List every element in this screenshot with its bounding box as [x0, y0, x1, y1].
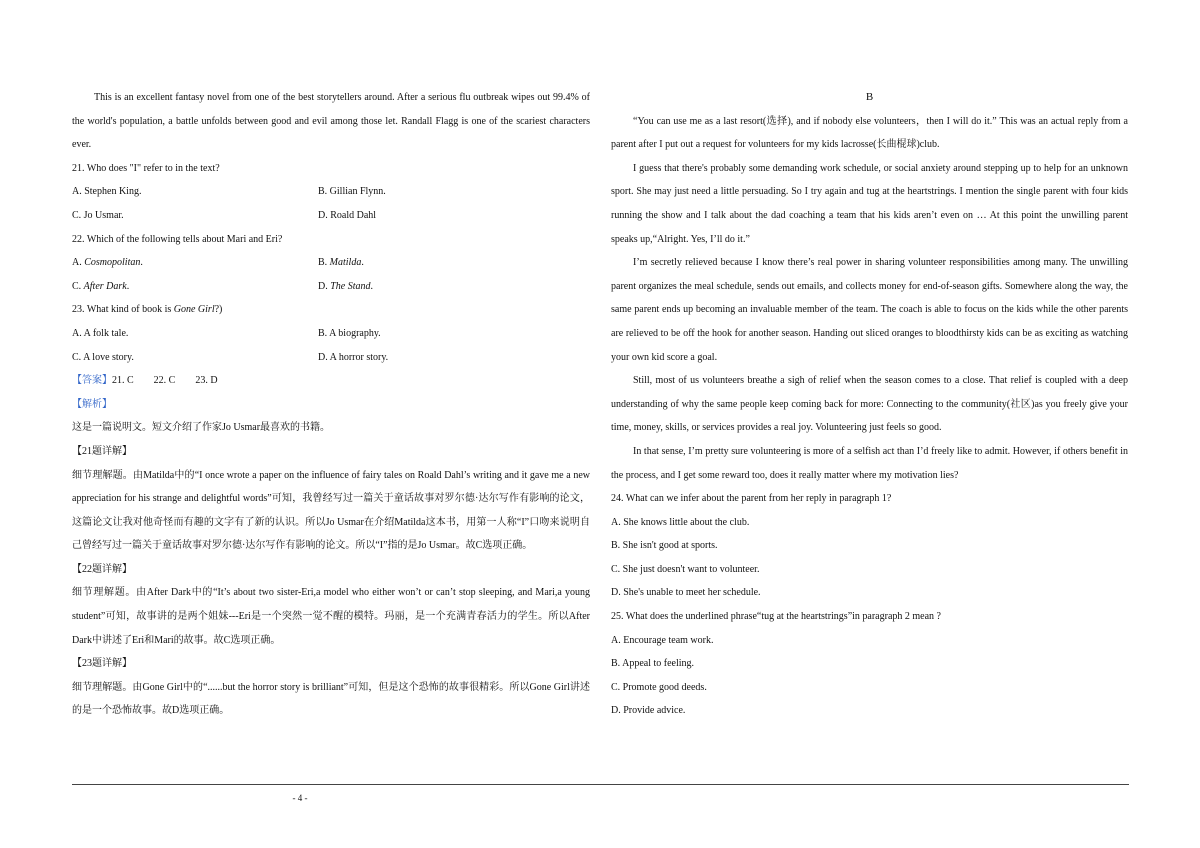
analysis-label: 【解析】 [72, 398, 112, 410]
paragraph-4: Still, most of us volunteers breathe a sigh of relief when the season comes to a close. That relief is coupled with a deep understanding of why the same people keep coming back for more: Connecting to the community(社区)as you freely give your time, money, skills, or services provides a real joy. Volunteering just feels so good. [611, 375, 1128, 434]
question-23: 23. What kind of book is Gone Girl?) [72, 304, 223, 316]
paragraph-5: In that sense, I’m pretty sure volunteering is more of a selfish act than I’d freely like to admit. However, if others benefit in the process, and I get some reward too, does it really matter where my motivation lies? [611, 445, 1128, 481]
q23-option-c: C. A love story. [72, 351, 134, 363]
left-column [72, 86, 590, 723]
q21-option-c: C. Jo Usmar. [72, 209, 124, 221]
q24-option-c: C. She just doesn't want to volunteer. [611, 563, 760, 575]
detail-22-text: 细节理解题。由After Dark中的“It’s about two sister-Eri,a model who either won’t or can’t stop sleeping, and Mari,a young student”可知，故事讲的是两个姐妹---Eri是一个突然一觉不醒的模特。玛丽，是一个充满青春活力的学生。所以After Dark中讲述了Eri和Mari的故事。故C选项正确。 [72, 587, 590, 646]
answer-text: 21. C 22. C 23. D [112, 375, 218, 387]
q22-option-c: C. After Dark. [72, 280, 130, 292]
answer-line [72, 369, 590, 393]
q21-option-b: B. Gillian Flynn. [318, 186, 386, 198]
q22-option-c-title: After Dark [83, 280, 127, 292]
question-21: 21. Who does "I" refer to in the text? [72, 162, 220, 174]
detail-23-text: 细节理解题。由Gone Girl中的“......but the horror story is brilliant”可知，但是这个恐怖的故事很精彩。所以Gone Girl讲述的是一个恐怖故事。故D选项正确。 [72, 681, 590, 717]
q24-option-a: A. She knows little about the club. [611, 516, 750, 528]
detail-23-label: 【23题详解】 [72, 658, 132, 670]
detail-21-text: 细节理解题。由Matilda中的“I once wrote a paper on the influence of fairy tales on Roald Dahl’s writing and it gave me a new appreciation for his strange and delightful words”可知，我曾经写过一篇关于童话故事对罗尔德·达尔写作有影响的论文，这篇论文让我对他奇怪而有趣的文字有了新的认识。所以Jo Usmar在介绍Matilda这本书，用第一人称“I”口吻来说明自己曾经写过一篇关于童话故事对罗尔德·达尔写作有影响的论文。所以“I”指的是Jo Usmar。故C选项正确。 [72, 469, 590, 552]
analysis-intro: 这是一篇说明文。短文介绍了作家Jo Usmar最喜欢的书籍。 [72, 422, 331, 434]
q22-option-a: A. Cosmopolitan. [72, 257, 143, 269]
q23-title: Gone Girl [173, 304, 215, 316]
paragraph-2: I guess that there's probably some demanding work schedule, or social anxiety around stepping up to help for an unknown sport. She may just need a little persuading. So I try again and tug at the heartstrings. I mention the single parent with four kids running the show and I talk about the dad coaching a team that his kids aren’t even on … At this point the unwilling parent speaks up,“Alright. Yes, I’ll do it.” [611, 162, 1128, 245]
q24-option-d: D. She's unable to meet her schedule. [611, 587, 761, 599]
q22-option-d: D. The Stand. [318, 280, 374, 292]
section-title: B [865, 91, 874, 103]
question-22: 22. Which of the following tells about Mari and Eri? [72, 233, 283, 245]
q22-option-a-title: Cosmopolitan [84, 257, 141, 269]
answer-label: 【答案】 [72, 375, 112, 387]
q22-options-row-1 [72, 251, 590, 275]
passage-paragraph: This is an excellent fantasy novel from one of the best storytellers around. After a serious flu outbreak wipes out 99.4% of the world's population, a battle unfolds between good and evil among those let. Randall Flagg is one of the scariest characters ever. [72, 92, 590, 151]
q21-option-d: D. Roald Dahl [318, 209, 377, 221]
q23-options-row-1 [72, 322, 590, 346]
q25-option-d: D. Provide advice. [611, 705, 686, 717]
question-24: 24. What can we infer about the parent from her reply in paragraph 1? [611, 493, 892, 505]
question-25: 25. What does the underlined phrase“tug at the heartstrings”in paragraph 2 mean ? [611, 611, 941, 623]
page-number: - 4 - [292, 793, 308, 803]
q22-option-d-title: The Stand [330, 280, 371, 292]
q24-option-b: B. She isn't good at sports. [611, 540, 718, 552]
q23-option-a: A. A folk tale. [72, 327, 129, 339]
q21-option-a: A. Stephen King. [72, 186, 142, 198]
footer-divider [72, 784, 1129, 785]
q21-options-row-1 [72, 180, 590, 204]
q23-options-row-2 [72, 346, 590, 370]
q25-option-b: B. Appeal to feeling. [611, 658, 695, 670]
q23-option-b: B. A biography. [318, 327, 381, 339]
right-column [611, 86, 1128, 723]
q22-option-b-title: Matilda [329, 257, 362, 269]
q22-option-b: B. Matilda. [318, 257, 364, 269]
paragraph-1: “You can use me as a last resort(选择), and if nobody else volunteers，then I will do it.” This was an actual reply from a parent after I put out a request for volunteers for my kids lacrosse(长曲棍球)club. [611, 115, 1128, 151]
q25-option-c: C. Promote good deeds. [611, 681, 707, 693]
paragraph-3: I’m secretly relieved because I know there’s real power in sharing volunteer responsibilities among many. The unwilling parent organizes the meal schedule, sends out emails, and collects money for end-of-season gifts. Somewhere along the way, the same parent ends up becoming an invaluable member of the team. The coach is able to focus on the kids while the other parents are relieved to be off the hook for another season. Handing out sliced oranges to bloodthirsty kids can be as exciting as watching your own kid score a goal. [611, 257, 1128, 363]
q23-option-d: D. A horror story. [318, 351, 389, 363]
q21-options-row-2 [72, 204, 590, 228]
q22-options-row-2 [72, 275, 590, 299]
detail-22-label: 【22题详解】 [72, 563, 132, 575]
q25-option-a: A. Encourage team work. [611, 634, 714, 646]
detail-21-label: 【21题详解】 [72, 445, 132, 457]
